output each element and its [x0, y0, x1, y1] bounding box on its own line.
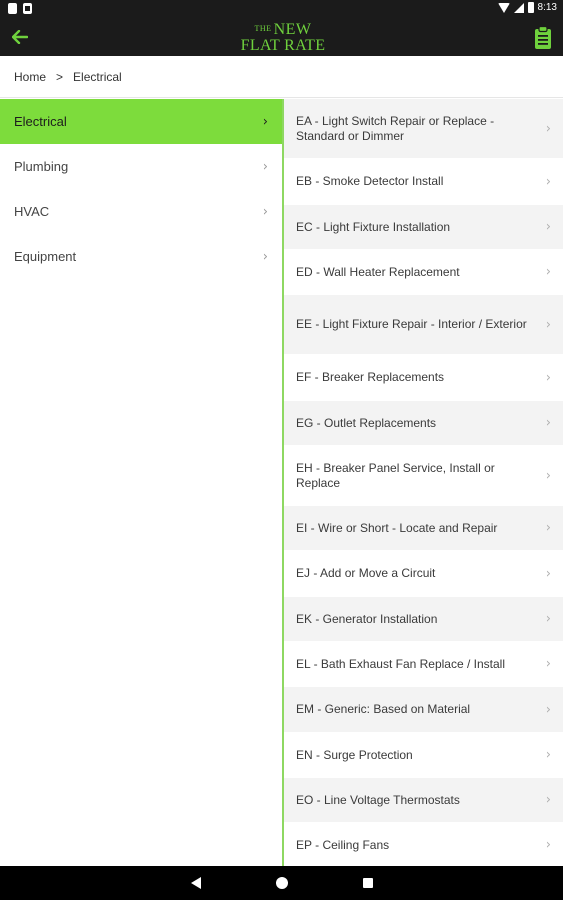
system-status [498, 2, 557, 13]
list-item-label: EE - Light Fixture Repair - Interior / Exterior [296, 317, 527, 331]
category-item-electrical[interactable] [0, 99, 282, 144]
battery-icon [528, 2, 534, 13]
list-item[interactable] [284, 551, 563, 597]
chevron-right-icon: › [545, 219, 551, 235]
chevron-right-icon: › [545, 792, 551, 808]
chevron-right-icon: › [545, 656, 551, 672]
chevron-right-icon: › [545, 611, 551, 627]
list-item-label: EF - Breaker Replacements [296, 370, 445, 384]
chevron-right-icon: › [545, 174, 551, 189]
breadcrumb-home[interactable]: Home [14, 69, 47, 84]
list-item[interactable] [284, 506, 563, 551]
list-item[interactable] [284, 250, 563, 295]
notification-icon [8, 3, 17, 14]
clipboard-button[interactable] [533, 26, 553, 50]
clipboard-icon [533, 26, 553, 50]
app-logo [238, 21, 328, 54]
notification-icons [8, 3, 32, 14]
category-label: Plumbing [14, 159, 69, 174]
chevron-right-icon: › [262, 114, 268, 129]
nav-recents-icon[interactable] [363, 878, 373, 888]
category-item-equipment[interactable] [0, 234, 282, 279]
list-item[interactable] [284, 401, 563, 446]
list-item-label: EM - Generic: Based on Material [296, 702, 471, 716]
list-item[interactable] [284, 642, 563, 687]
list-item-label: EI - Wire or Short - Locate and Repair [296, 520, 498, 535]
list-item-label: ED - Wall Heater Replacement [296, 264, 460, 279]
list-item[interactable] [284, 159, 563, 205]
chevron-right-icon: › [545, 121, 551, 136]
chevron-right-icon: › [545, 520, 551, 536]
chevron-right-icon: › [545, 264, 551, 280]
chevron-right-icon: › [545, 702, 551, 717]
list-item-label: EB - Smoke Detector Install [296, 174, 444, 188]
list-item-label: EK - Generator Installation [296, 611, 438, 626]
list-item-label: EG - Outlet Replacements [296, 415, 437, 430]
app-bar [0, 18, 563, 56]
breadcrumb [0, 56, 563, 98]
chevron-right-icon: › [545, 747, 551, 763]
arrow-left-icon [12, 30, 28, 44]
list-item[interactable] [284, 597, 563, 642]
list-item[interactable] [284, 295, 563, 355]
signal-icon [514, 3, 524, 13]
list-item-label: EC - Light Fixture Installation [296, 219, 451, 234]
wifi-icon [498, 3, 510, 13]
list-item-label: EO - Line Voltage Thermostats [296, 792, 460, 807]
chevron-right-icon: › [545, 837, 551, 853]
subcategory-list [284, 99, 563, 866]
chevron-right-icon: › [262, 159, 268, 174]
download-icon [23, 3, 32, 14]
list-item[interactable] [284, 99, 563, 159]
category-label: Electrical [14, 114, 67, 129]
breadcrumb-separator: > [56, 69, 64, 84]
category-list [0, 99, 282, 866]
breadcrumb-current[interactable]: Electrical [73, 69, 122, 84]
logo-prefix: THE [254, 24, 272, 33]
list-item-label: EL - Bath Exhaust Fan Replace / Install [296, 656, 505, 671]
list-item-label: EA - Light Switch Repair or Replace - Standard or Dimmer [296, 113, 495, 143]
chevron-right-icon: › [545, 468, 551, 483]
category-label: Equipment [14, 249, 77, 264]
logo-line-2: FLAT RATE [240, 37, 326, 54]
list-item-label: EH - Breaker Panel Service, Install or Replace [296, 460, 495, 490]
chevron-right-icon: › [545, 415, 551, 431]
logo-line-1: NEW [273, 21, 312, 38]
list-item-label: EN - Surge Protection [296, 747, 413, 762]
category-item-hvac[interactable] [0, 189, 282, 234]
status-bar [0, 0, 563, 18]
chevron-right-icon: › [262, 204, 268, 219]
list-item[interactable] [284, 446, 563, 506]
system-nav-bar [0, 866, 563, 900]
list-item[interactable] [284, 355, 563, 401]
list-item[interactable] [284, 205, 563, 250]
back-button[interactable] [8, 25, 32, 49]
list-item[interactable] [284, 778, 563, 823]
nav-back-icon[interactable] [191, 877, 201, 889]
category-label: HVAC [14, 204, 50, 219]
list-item-label: EP - Ceiling Fans [296, 837, 390, 852]
chevron-right-icon: › [545, 370, 551, 385]
chevron-right-icon: › [262, 249, 268, 264]
category-item-plumbing[interactable] [0, 144, 282, 189]
list-item[interactable] [284, 733, 563, 778]
chevron-right-icon: › [545, 317, 551, 332]
nav-home-icon[interactable] [276, 877, 288, 889]
list-item-label: EJ - Add or Move a Circuit [296, 566, 436, 580]
list-item[interactable] [284, 823, 563, 866]
clock: 8:13 [537, 2, 557, 13]
list-item[interactable] [284, 687, 563, 733]
chevron-right-icon: › [545, 566, 551, 581]
